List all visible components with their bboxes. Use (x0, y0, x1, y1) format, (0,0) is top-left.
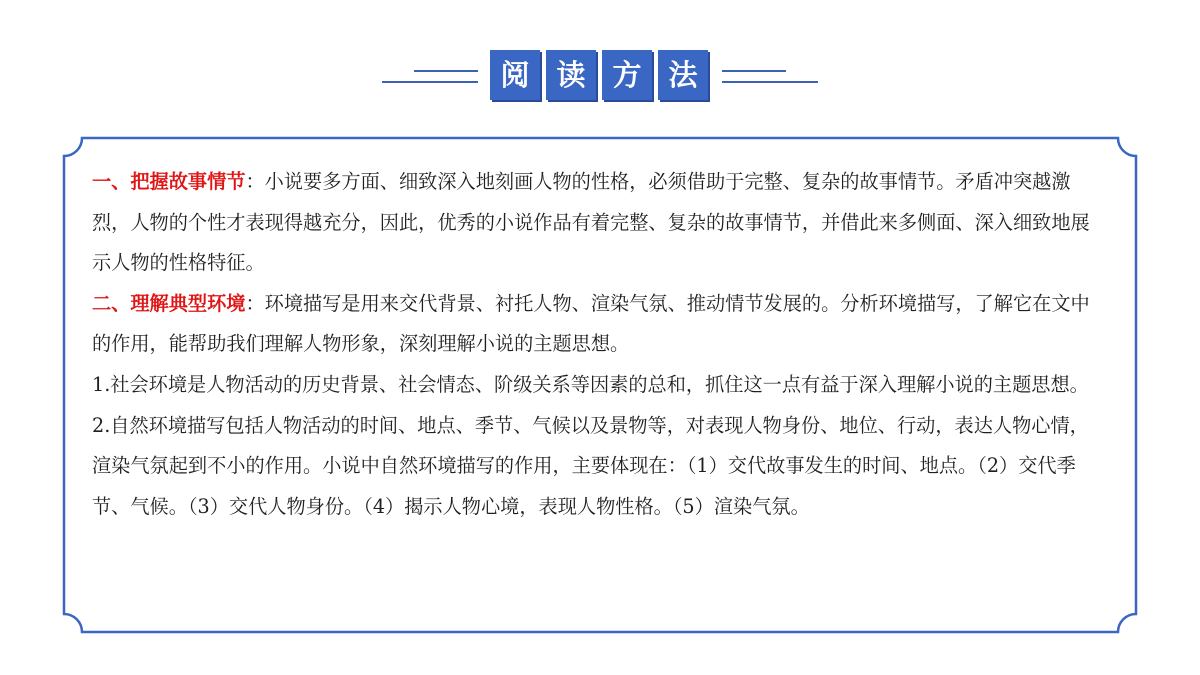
section-heading-environment: 二、理解典型环境 (92, 291, 246, 315)
section-environment-paragraph (92, 284, 1092, 365)
section-plot-paragraph (92, 162, 1092, 284)
point-social-environment: 1.社会环境是人物活动的历史背景、社会情态、阶级关系等因素的总和，抓住这一点有益于深入理解小说的主题思想。 (92, 372, 1089, 396)
section-text-plot: ：小说要多方面、细致深入地刻画人物的性格，必须借助于完整、复杂的故事情节。矛盾冲突越激烈，人物的个性才表现得越充分，因此，优秀的小说作品有着完整、复杂的故事情节，并借此来多侧面、深入细致地展示人物的性格特征。 (92, 170, 1090, 275)
title-char: 方 (602, 50, 652, 100)
point-natural-environment: 2.自然环境描写包括人物活动的时间、地点、季节、气候以及景物等，对表现人物身份、地位、行动，表达人物心情，渲染气氛起到不小的作用。小说中自然环境描写的作用，主要体现在：（1）交代故事发生的时间、地点。（2）交代季节、气候。（3）交代人物身份。（4）揭示人物心境，表现人物性格。（5）渲染气氛。 (92, 413, 1089, 518)
title-char: 读 (546, 50, 596, 100)
title-char: 阅 (490, 50, 540, 100)
section-heading-plot: 一、把握故事情节 (92, 170, 246, 193)
main-content (92, 162, 1092, 527)
section-text-environment: ：环境描写是用来交代背景、衬托人物、渲染气氛、推动情节发展的。分析环境描写，了解它在文中的作用，能帮助我们理解人物形象，深刻理解小说的主题思想。 (92, 291, 1090, 356)
title-char: 法 (658, 50, 708, 100)
